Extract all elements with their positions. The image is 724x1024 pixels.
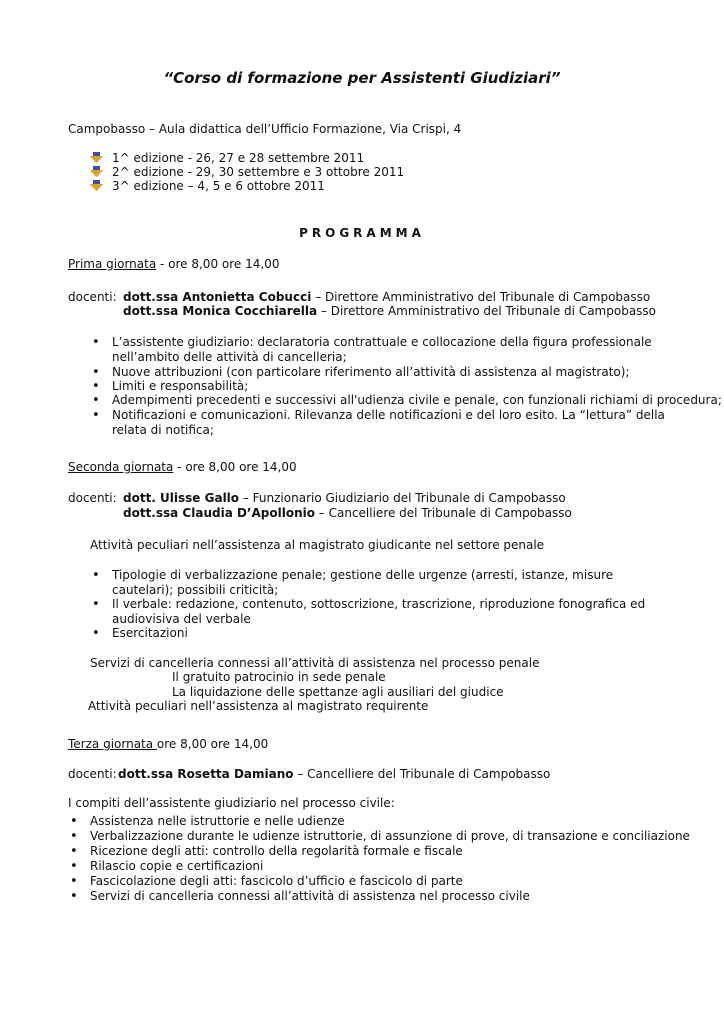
day1-header (68, 257, 279, 272)
edition-item (90, 165, 404, 180)
day2-list-item: Esercitazioni (112, 626, 188, 640)
day3-docenti-label: docenti: (68, 767, 117, 781)
day2-list-item: Il verbale: redazione, contenuto, sottoscrizione, trascrizione, riproduzione fonografica ed audiovisiva del verbale (112, 597, 646, 626)
day2-requirente: Attività peculiari nell’assistenza al magistrato requirente (88, 699, 429, 713)
teacher-name: dott.ssa Antonietta Cobucci (123, 290, 312, 304)
bullet-icon: • (92, 379, 100, 394)
day2-docenti-label: docenti: (68, 491, 117, 505)
day1-hours: - ore 8,00 ore 14,00 (156, 257, 280, 271)
edition-item (90, 179, 325, 194)
day3-teacher (118, 767, 550, 782)
day1-list-item: Notificazioni e comunicazioni. Rilevanza delle notificazioni e del loro esito. La “lettura” della relata di notifica; (112, 408, 665, 437)
day2-list-item: Tipologie di verbalizzazione penale; gestione delle urgenze (arresti, istanze, misure cautelari); possibili criticità; (112, 568, 614, 597)
day2-intro: Attività peculiari nell’assistenza al magistrato giudicante nel settore penale (90, 538, 545, 552)
day2-hours: - ore 8,00 ore 14,00 (173, 460, 297, 474)
teacher-name: dott.ssa Monica Cocchiarella (123, 304, 318, 318)
bullet-icon: • (92, 393, 100, 408)
bullet-icon: • (92, 597, 100, 612)
day2-teacher (123, 506, 572, 521)
day2-header (68, 460, 297, 475)
day2-sub-item: Il gratuito patrocinio in sede penale (172, 670, 386, 684)
teacher-name: dott.ssa Claudia D’Apollonio (123, 506, 315, 520)
day1-label: Prima giornata (68, 257, 157, 271)
bullet-icon: • (70, 844, 78, 859)
day1-list-item: Adempimenti precedenti e successivi all'udienza civile e penale, con funzionali richiami di procedura; (112, 393, 722, 407)
day1-list-item: L’assistente giudiziario: declaratoria contrattuale e collocazione della figura professionale nell’ambito delle attività di cancelleria; (112, 335, 652, 364)
day3-list-item: Ricezione degli atti: controllo della regolarità formale e fiscale (90, 844, 463, 858)
bullet-icon: • (70, 874, 78, 889)
day2-sub-item: La liquidazione delle spettanze agli ausiliari del giudice (172, 685, 504, 699)
day3-list-item: Verbalizzazione durante le udienze istruttorie, di assunzione di prove, di transazione e conciliazione (90, 829, 690, 843)
bullet-icon: • (70, 814, 78, 829)
course-location: Campobasso – Aula didattica dell’Ufficio Formazione, Via Crispi, 4 (68, 122, 462, 136)
edition-text: 1^ edizione - 26, 27 e 28 settembre 2011 (112, 151, 365, 165)
day3-list-item: Rilascio copie e certificazioni (90, 859, 264, 873)
bullet-icon: • (92, 626, 100, 641)
edition-text: 3^ edizione – 4, 5 e 6 ottobre 2011 (112, 179, 325, 193)
bullet-icon: • (70, 829, 78, 844)
day3-list-item: Servizi di cancelleria connessi all’attività di assistenza nel processo civile (90, 889, 530, 903)
bullet-icon: • (92, 568, 100, 583)
day3-header (68, 737, 268, 752)
arrow-bullet-icon (90, 180, 103, 191)
day3-intro: I compiti dell’assistente giudiziario nel processo civile: (68, 796, 395, 810)
arrow-bullet-icon (90, 152, 103, 163)
day2-label: Seconda giornata (68, 460, 174, 474)
document-title: “Corso di formazione per Assistenti Giudiziari” (163, 69, 561, 87)
teacher-role: – Direttore Amministrativo del Tribunale di Campobasso (317, 304, 657, 318)
bullet-icon: • (92, 408, 100, 423)
day1-list-item: Limiti e responsabilità; (112, 379, 249, 393)
day1-teacher (123, 290, 650, 305)
arrow-bullet-icon (90, 166, 103, 177)
day1-docenti-label: docenti: (68, 290, 117, 304)
day3-hours: ore 8,00 ore 14,00 (156, 737, 269, 751)
bullet-icon: • (92, 335, 100, 350)
day2-teacher (123, 491, 566, 506)
teacher-role: – Cancelliere del Tribunale di Campobasso (293, 767, 551, 781)
teacher-name: dott. Ulisse Gallo (123, 491, 240, 505)
teacher-role: – Cancelliere del Tribunale di Campobasso (314, 506, 572, 520)
teacher-name: dott.ssa Rosetta Damiano (118, 767, 294, 781)
day1-teacher (123, 304, 656, 319)
edition-text: 2^ edizione - 29, 30 settembre e 3 ottobre 2011 (112, 165, 405, 179)
day3-label: Terza giornata (68, 737, 157, 751)
day1-list-item: Nuove attribuzioni (con particolare riferimento all’attività di assistenza al magistrato); (112, 365, 630, 379)
teacher-role: – Direttore Amministrativo del Tribunale di Campobasso (311, 290, 651, 304)
bullet-icon: • (70, 859, 78, 874)
day2-services: Servizi di cancelleria connessi all’attività di assistenza nel processo penale (90, 656, 540, 670)
edition-item (90, 151, 364, 166)
day3-list-item: Assistenza nelle istruttorie e nelle udienze (90, 814, 345, 828)
bullet-icon: • (92, 365, 100, 380)
teacher-role: – Funzionario Giudiziario del Tribunale di Campobasso (239, 491, 566, 505)
bullet-icon: • (70, 889, 78, 904)
programma-heading: PROGRAMMA (299, 226, 425, 240)
day3-list-item: Fascicolazione degli atti: fascicolo d’ufficio e fascicolo di parte (90, 874, 463, 888)
